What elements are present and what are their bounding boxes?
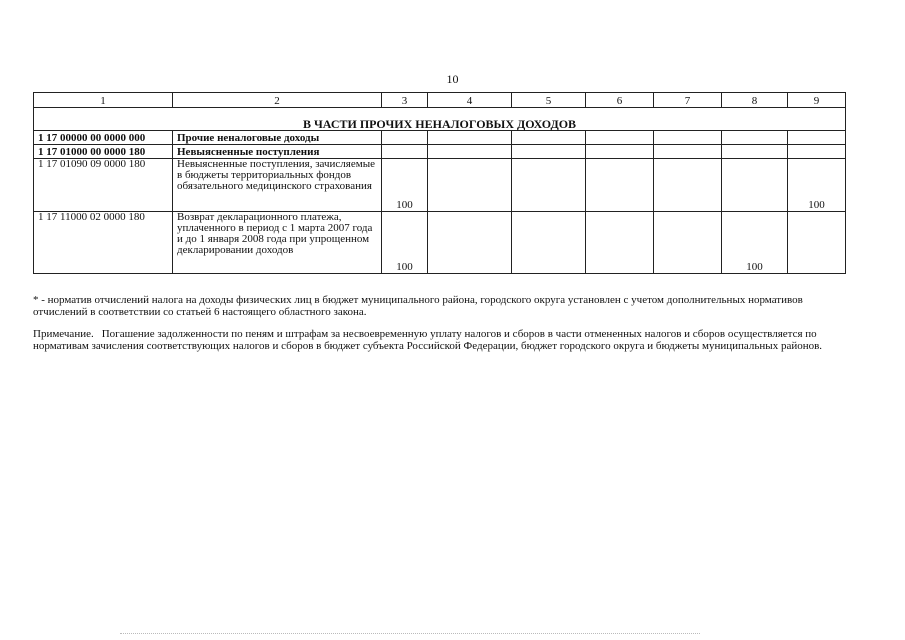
- row-code: 1 17 11000 02 0000 180: [34, 212, 173, 274]
- scan-artifact-line: [120, 633, 700, 634]
- table-cell: [654, 159, 722, 212]
- remark: [33, 328, 845, 352]
- row-code: 1 17 00000 00 0000 000: [34, 131, 173, 145]
- table-cell: [428, 212, 512, 274]
- remark-text: Погашение задолженности по пеням и штрафам за несвоевременную уплату налогов и сборов в части отмененных налогов и сборов осуществляется по нормативам зачисления соответствующих налогов и сборов в бюджет субъекта Российской Федерации, бюджет городского округа и бюджеты муниципальных районов.: [33, 328, 823, 352]
- column-header: 2: [173, 93, 382, 108]
- table-cell: 100: [382, 212, 428, 274]
- column-header: 9: [788, 93, 846, 108]
- table-header-row: [34, 93, 846, 108]
- column-header: 8: [722, 93, 788, 108]
- table-cell: [722, 159, 788, 212]
- table-cell: [512, 131, 586, 145]
- table-cell: [512, 159, 586, 212]
- table-row: [34, 212, 846, 274]
- column-header: 1: [34, 93, 173, 108]
- table-cell: [788, 131, 846, 145]
- table-cell: 100: [722, 212, 788, 274]
- column-header: 7: [654, 93, 722, 108]
- section-title: В ЧАСТИ ПРОЧИХ НЕНАЛОГОВЫХ ДОХОДОВ: [34, 108, 846, 131]
- table-cell: [586, 131, 654, 145]
- table-cell: [722, 131, 788, 145]
- table-cell: [586, 159, 654, 212]
- column-header: 5: [512, 93, 586, 108]
- row-code: 1 17 01090 09 0000 180: [34, 159, 173, 212]
- table-cell: [428, 159, 512, 212]
- table-cell: [382, 131, 428, 145]
- table-cell: [654, 145, 722, 159]
- row-name: Прочие неналоговые доходы: [173, 131, 382, 145]
- row-name: Возврат декларационного платежа, уплаченного в период с 1 марта 2007 года и до 1 января 2008 года при упрощенном декларировании доходов: [173, 212, 382, 274]
- table-cell: [512, 212, 586, 274]
- row-name: Невыясненные поступления: [173, 145, 382, 159]
- remark-label: Примечание.: [33, 328, 94, 340]
- page-number: 10: [446, 72, 459, 86]
- table-row: [34, 159, 846, 212]
- table-cell: [586, 212, 654, 274]
- column-header: 6: [586, 93, 654, 108]
- table-cell: 100: [382, 159, 428, 212]
- column-header: 4: [428, 93, 512, 108]
- normatives-table: [33, 92, 846, 274]
- table-cell: [722, 145, 788, 159]
- table-cell: [586, 145, 654, 159]
- column-header: 3: [382, 93, 428, 108]
- table-cell: [788, 145, 846, 159]
- row-name: Невыясненные поступления, зачисляемые в бюджеты территориальных фондов обязательного медицинского страхования: [173, 159, 382, 212]
- table-row: [34, 145, 846, 159]
- section-row: [34, 108, 846, 131]
- table-cell: [382, 145, 428, 159]
- table-cell: [788, 212, 846, 274]
- table-cell: [428, 131, 512, 145]
- table-row: [34, 131, 846, 145]
- table-cell: [654, 131, 722, 145]
- table-cell: [428, 145, 512, 159]
- table-cell: [512, 145, 586, 159]
- table-cell: [654, 212, 722, 274]
- table-cell: 100: [788, 159, 846, 212]
- row-code: 1 17 01000 00 0000 180: [34, 145, 173, 159]
- footnote: * - норматив отчислений налога на доходы физических лиц в бюджет муниципального района, городского округа установлен с учетом дополнительных нормативов отчислений в соответствии со статьей 6 настоящего областного закона.: [33, 294, 803, 318]
